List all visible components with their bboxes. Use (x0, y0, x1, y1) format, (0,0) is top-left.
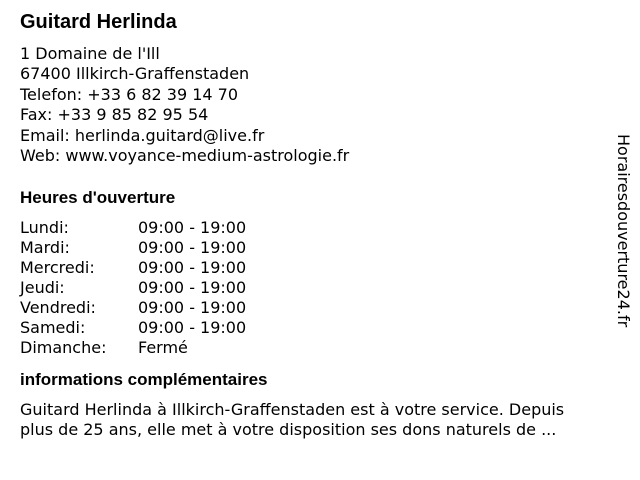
time-value: 09:00 - 19:00 (138, 278, 247, 298)
info-description: Guitard Herlinda à Illkirch-Graffenstaden est à votre service. Depuis plus de 25 ans, elle met à votre disposition ses dons naturels de ... (20, 400, 565, 440)
day-label: Mardi: (20, 238, 70, 258)
day-label: Jeudi: (20, 278, 65, 298)
business-name: Guitard Herlinda (20, 11, 177, 33)
hours-row-sunday (20, 338, 600, 358)
hours-row-wednesday (20, 258, 600, 278)
hours-row-monday (20, 218, 600, 238)
day-label: Dimanche: (20, 338, 107, 358)
hours-row-friday (20, 298, 600, 318)
hours-heading: Heures d'ouverture (20, 188, 176, 208)
time-value: 09:00 - 19:00 (138, 238, 247, 258)
fax-number: Fax: +33 9 85 82 95 54 (20, 105, 209, 125)
address-city: 67400 Illkirch-Graffenstaden (20, 64, 250, 84)
day-label: Vendredi: (20, 298, 96, 318)
hours-row-saturday (20, 318, 600, 338)
address-street: 1 Domaine de l'Ill (20, 44, 160, 63)
hours-row-tuesday (20, 238, 600, 258)
time-value: 09:00 - 19:00 (138, 318, 247, 338)
business-card (20, 8, 600, 440)
phone-number: Telefon: +33 6 82 39 14 70 (20, 84, 239, 104)
time-value: 09:00 - 19:00 (138, 258, 247, 278)
day-label: Lundi: (20, 218, 69, 238)
hours-row-thursday (20, 278, 600, 298)
info-heading: informations complémentaires (20, 370, 268, 390)
time-value: Fermé (138, 338, 188, 358)
time-value: 09:00 - 19:00 (138, 218, 247, 238)
email-address: Email: herlinda.guitard@live.fr (20, 125, 265, 145)
day-label: Samedi: (20, 318, 86, 338)
time-value: 09:00 - 19:00 (138, 298, 247, 318)
brand-watermark: Horairesdouverture24.fr (614, 134, 633, 328)
contact-block (20, 44, 600, 166)
hours-table (20, 218, 600, 358)
day-label: Mercredi: (20, 258, 95, 278)
website-address: Web: www.voyance-medium-astrologie.fr (20, 146, 350, 166)
